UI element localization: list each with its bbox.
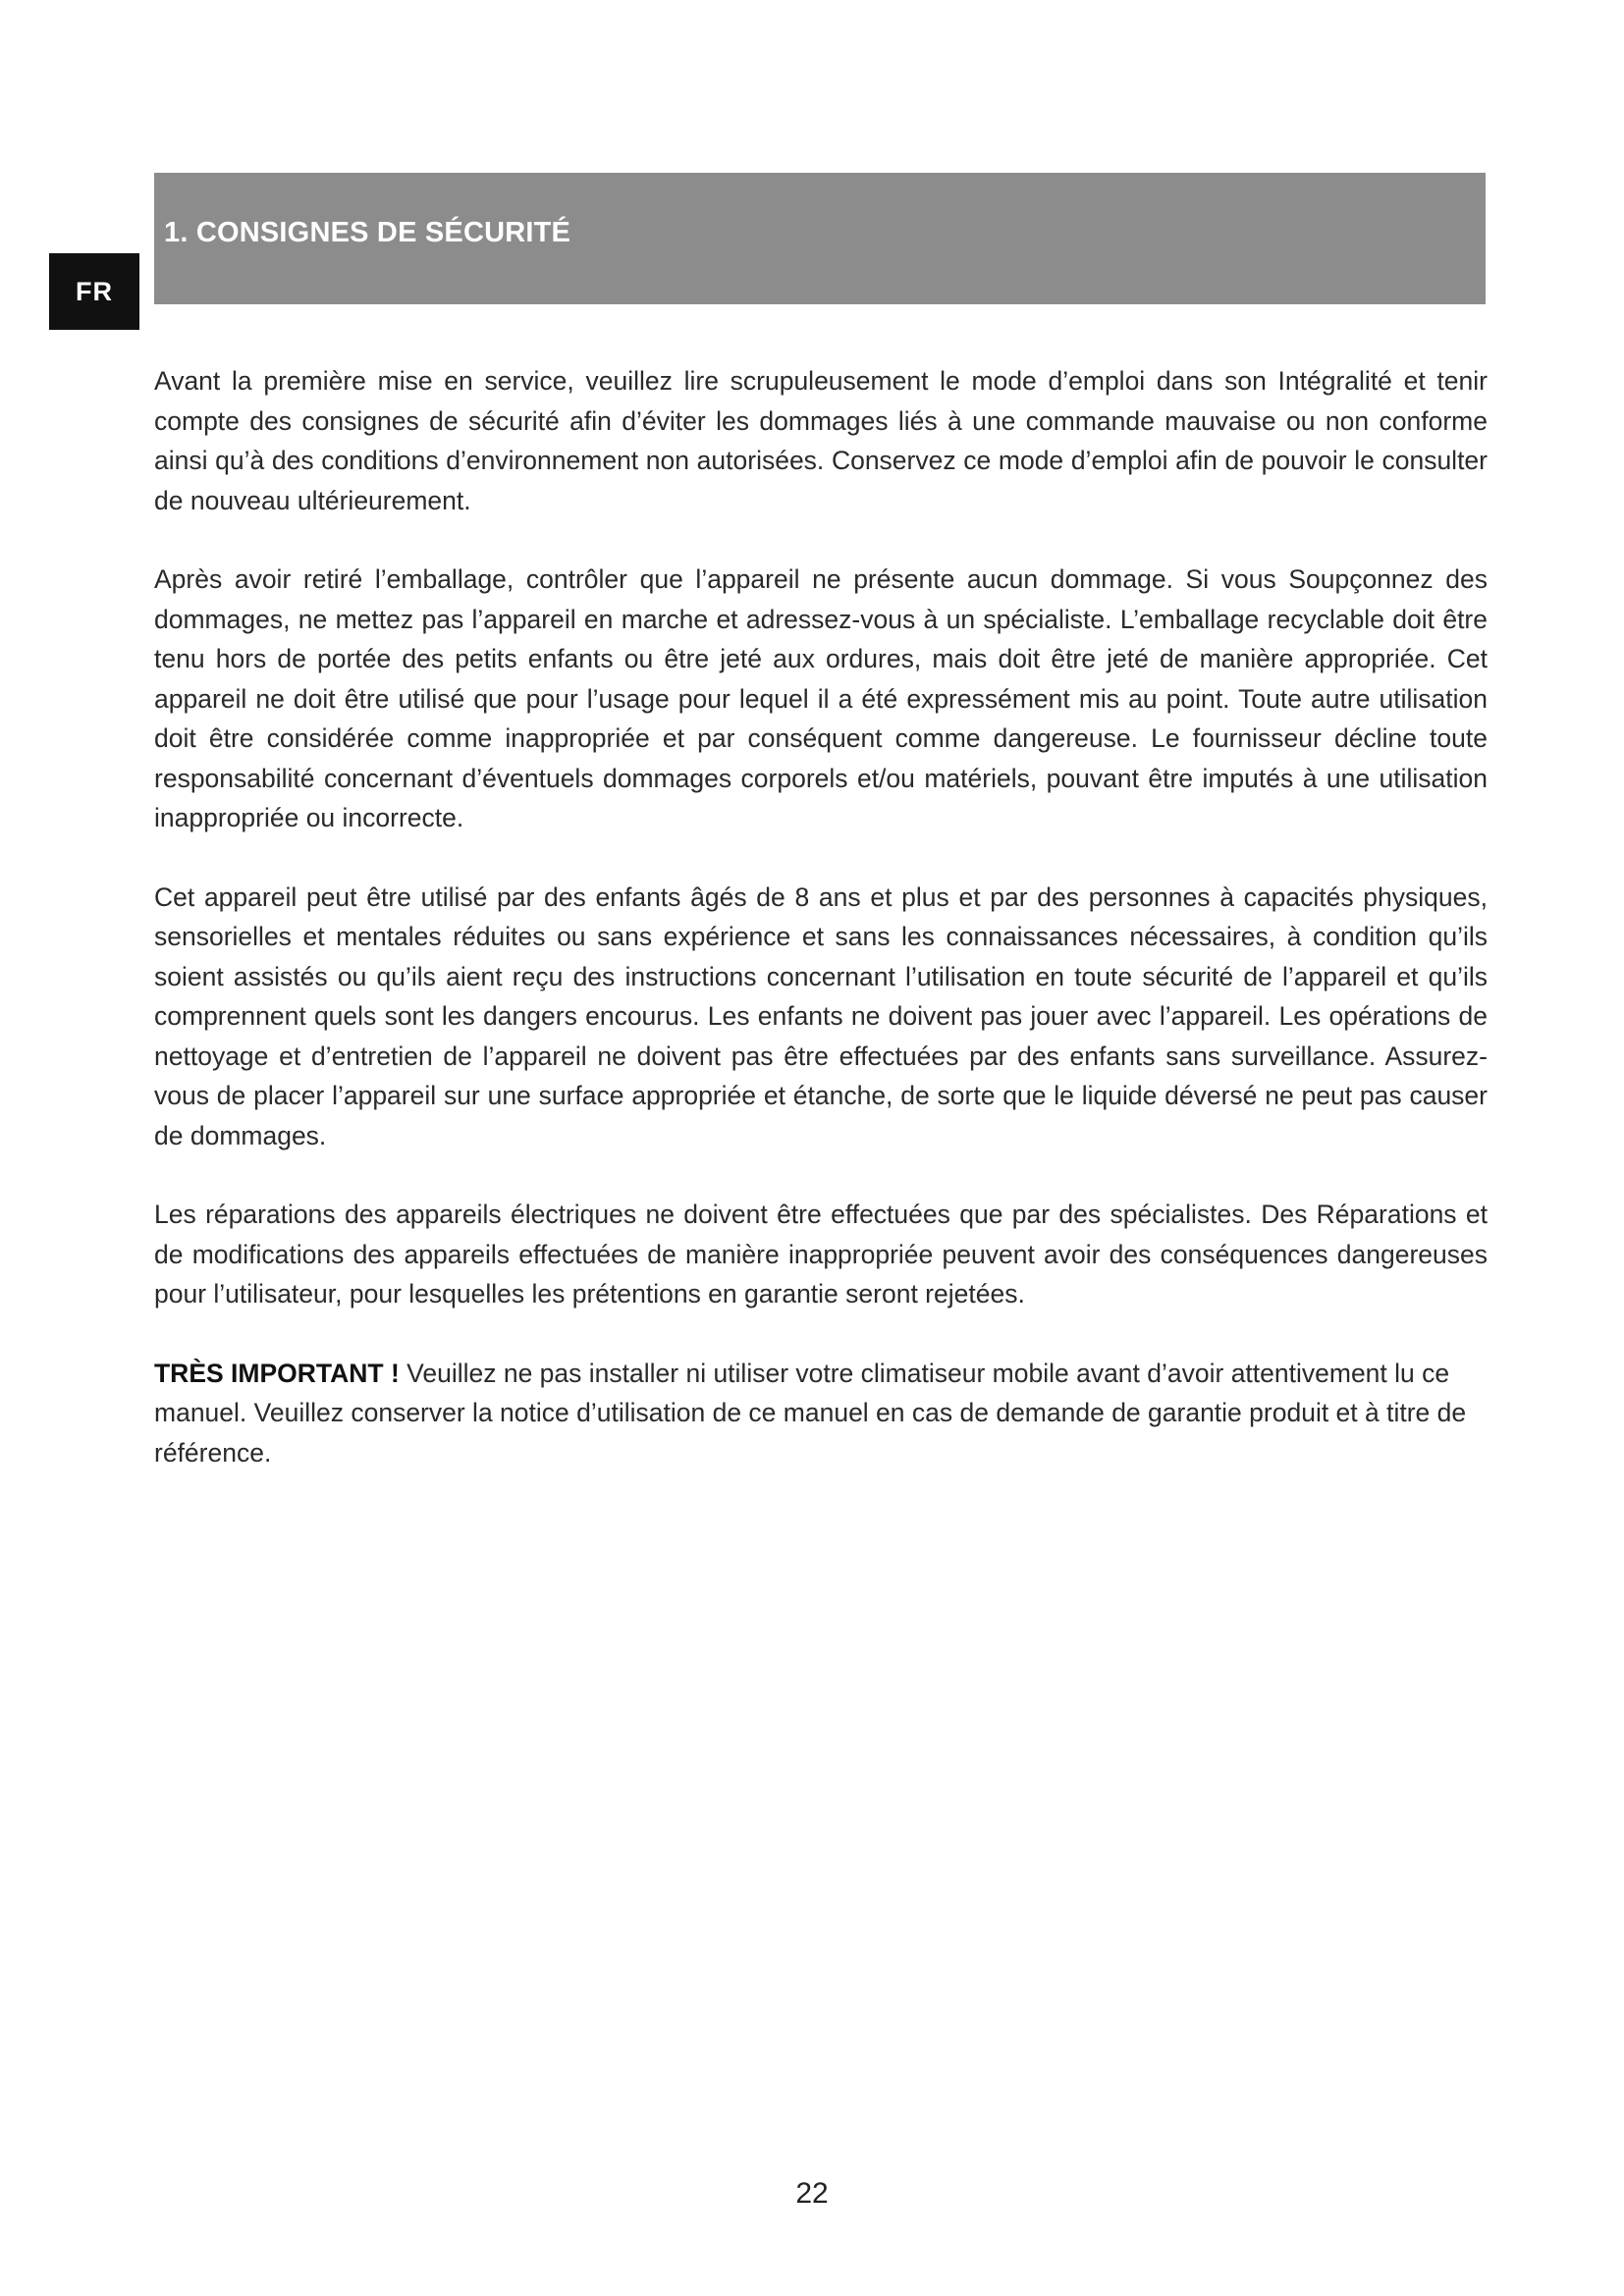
paragraph-unpacking: Après avoir retiré l’emballage, contrôler que l’appareil ne présente aucun dommage. Si vous Soupçonnez des dommages, ne mettez pas l’appareil en marche et adressez-vous à un spécialiste. L’emballage recyclable doit être tenu hors de portée des petits enfants ou être jeté aux ordures, mais doit être jeté de manière appropriée. Cet appareil ne doit être utilisé que pour l’usage pour lequel il a été expressément mis au point. Toute autre utilisation doit être considérée comme inappropriée et par conséquent comme dangereuse. Le fournisseur décline toute responsabilité concernant d’éventuels dommages corporels et/ou matériels, pouvant être imputés à une utilisation inappropriée ou incorrecte.: [154, 564, 1488, 832]
paragraph-children-use: Cet appareil peut être utilisé par des enfants âgés de 8 ans et plus et par des personnes à capacités physiques, sensorielles et mentales réduites ou sans expérience et sans les connaissances nécessaires, à condition qu’ils soient assistés ou qu’ils aient reçu des instructions concernant l’utilisation en toute sécurité de l’appareil et qu’ils comprennent quels sont les dangers encourus. Les enfants ne doivent pas jouer avec l’appareil. Les opérations de nettoyage et d’entretien de l’appareil ne doivent pas être effectuées par des enfants sans surveillance. Assurez-vous de placer l’appareil sur une surface appropriée et étanche, de sorte que le liquide déversé ne peut pas causer de dommages.: [154, 881, 1488, 1150]
paragraph-repairs: Les réparations des appareils électriques ne doivent être effectuées que par des spécialistes. Des Réparations et de modifications des appareils effectuées de manière inappropriée peuvent avoir des conséquences dangereuses pour l’utilisateur, pour lesquelles les prétentions en garantie seront rejetées.: [154, 1200, 1488, 1308]
important-label: TRÈS IMPORTANT !: [154, 1358, 400, 1388]
paragraph-important: [154, 1354, 1488, 1473]
section-title: 1. CONSIGNES DE SÉCURITÉ: [164, 217, 571, 248]
document-body: [154, 361, 1488, 1512]
important-text: Veuillez ne pas installer ni utiliser votre climatiseur mobile avant d’avoir attentivement lu ce manuel. Veuillez conserver la notice d’utilisation de ce manuel en cas de demande de garantie produit et à titre de référence.: [154, 1358, 1467, 1468]
language-tab: [49, 253, 139, 330]
paragraph-first-use: Avant la première mise en service, veuillez lire scrupuleusement le mode d’emploi dans son Intégralité et tenir compte des consignes de sécurité afin d’éviter les dommages liés à une commande mauvaise ou non conforme ainsi qu’à des conditions d’environnement non autorisées. Conservez ce mode d’emploi afin de pouvoir le consulter de nouveau ultérieurement.: [154, 366, 1488, 515]
section-header: [154, 173, 1486, 304]
language-tab-label: FR: [76, 276, 113, 306]
page-number: 22: [795, 2177, 829, 2210]
